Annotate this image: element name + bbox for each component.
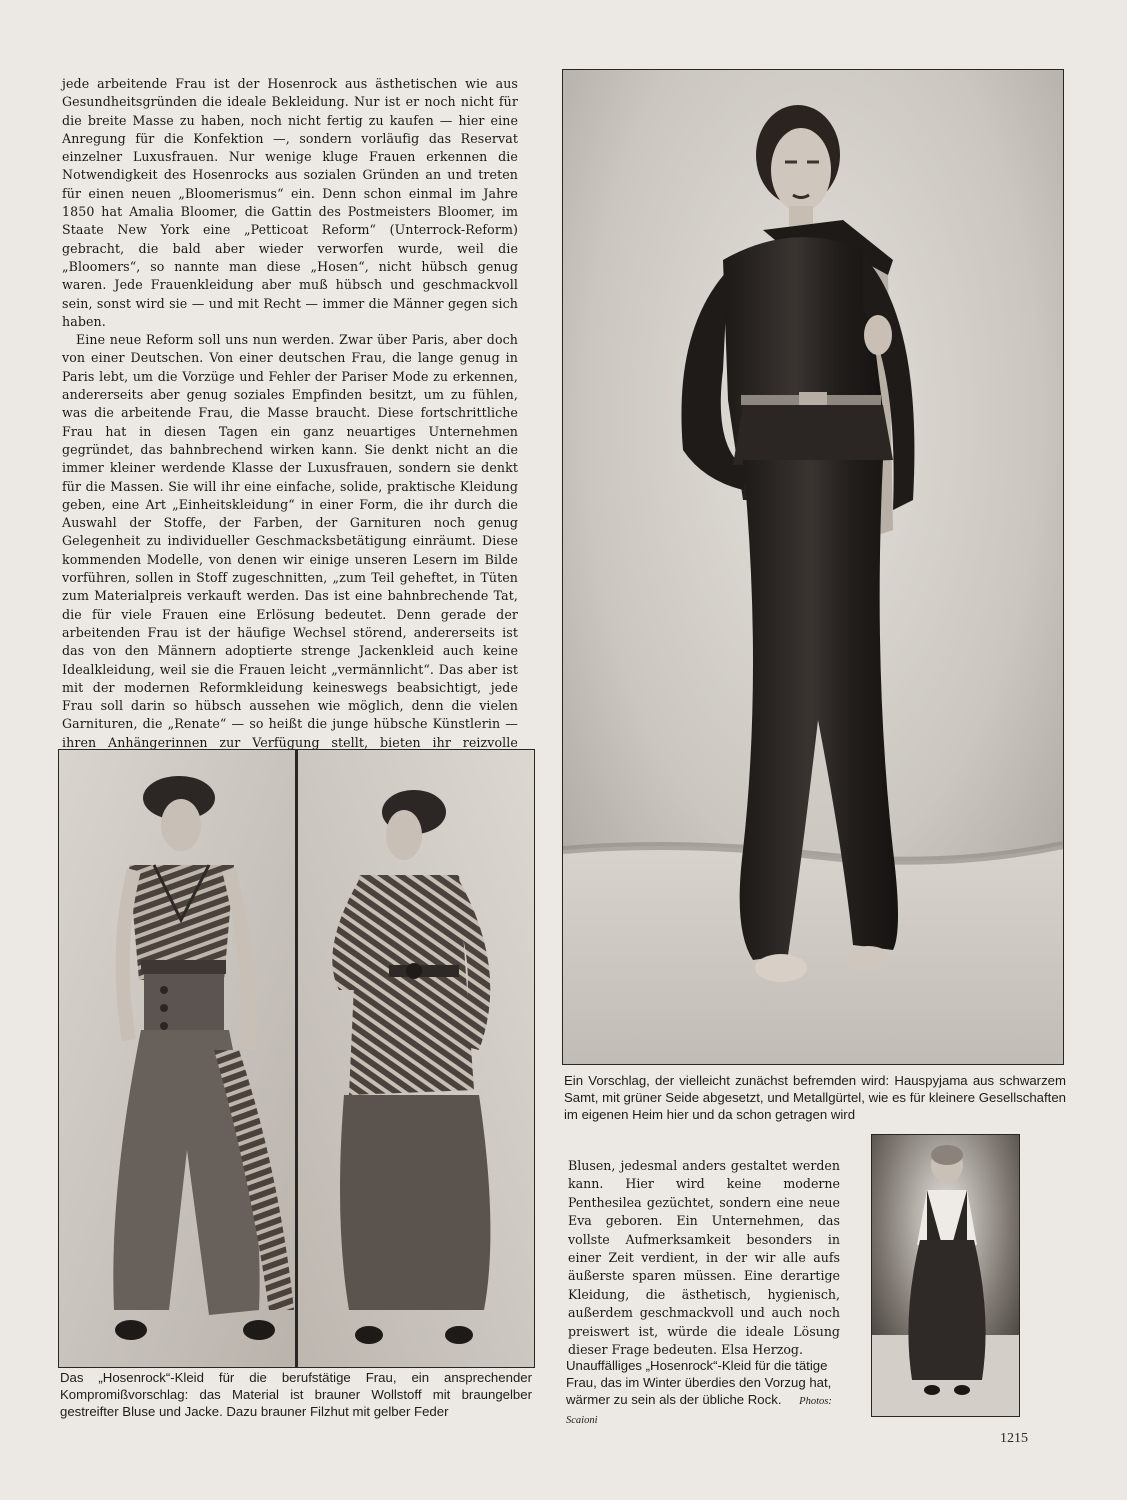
article-paragraph-2: Eine neue Reform soll uns nun werden. Zwar über Paris, aber doch von einer Deutschen. Von einer deutschen Frau, die lange genug in Paris lebt, um die Vorzüge und Fehler der Pariser Mode zu erkennen, andererseits aber genug soziales Empfinden besitzt, um zu fühlen, was die arbeitende Frau, die Masse braucht. Diese fortschrittliche Frau hat in diesen Tagen ein ganz neuartiges Unternehmen gegründet, das bahnbrechend wirken kann. Sie denkt nicht an die immer kleiner werdende Klasse der Luxusfrauen, sondern sie denkt für die Massen. Sie will ihr eine einfache, solide, praktische Kleidung geben, eine Art „Einheitskleidung“ in einer Form, die ihr durch die Auswahl der Stoffe, der Farben, der Garnituren noch genug Gelegenheit zu individueller Geschmacksbetätigung einräumt. Diese kommenden Modelle, von denen wir einige unseren Lesern im Bilde vorführen, sollen in Stoff zugeschnitten, „zum Teil geheftet, in Tüten zum Materialpreis verkauft werden. Das ist eine bahnbrechende Tat, die für viele Frauen eine Erlösung bedeutet. Denn gerade der arbeitenden Frau ist der häufige Wechsel störend, andererseits ist das von den Männern adoptierte strenge Jackenkleid auch keine Idealkleidung, weil sie die Frauen leicht „vermännlicht“. Das aber ist mit der modernen Reformkleidung keineswegs beabsichtigt, jede Frau soll darin so hübsch aussehen wie möglich, denn die vielen Garnituren, die „Renate“ — so heißt die junge hübsche Künstlerin — ihren Anhängerinnen zur Verfügung stellt, bieten ihr reizvolle	[62, 332, 518, 750]
caption-velvet-pyjama: Ein Vorschlag, der vielleicht zunächst befremden wird: Hauspyjama aus schwarzem Samt, mit grüner Seide abgesetzt, und Metallgürtel, wie es für kleinere Gesellschaften im eigenen Heim hier und da schon getragen wird	[564, 1073, 1066, 1122]
caption-small-text: Unauffälliges „Hosenrock“-Kleid für die tätige Frau, das im Winter überdies den Vorzug hat, wärmer zu sein als der übliche Rock.	[566, 1358, 832, 1407]
article-continuation	[568, 1157, 840, 1359]
page-number: 1215	[1000, 1431, 1028, 1446]
article-continuation-text: Blusen, jedesmal anders gestaltet werden kann. Hier wird keine moderne Penthesilea gezüchtet, sondern eine neue Eva geboren. Ein Unternehmen, das vollste Aufmerksamkeit besonders in einer Zeit verdient, in der wir alle aufs äußerste sparen müssen. Eine derartige Kleidung, die ästhetisch, hygienisch, außerdem geschmackvoll und auch noch preiswert ist, würde die ideale Lösung dieser Frage bedeuten.	[568, 1158, 840, 1358]
photo-hosenrock-dress	[58, 749, 535, 1368]
photo-credit: Photos: Scaioni	[566, 1396, 832, 1426]
caption-hosenrock-dress: Das „Hosenrock“-Kleid für die berufstätige Frau, ein ansprechender Kompromißvorschlag: das Material ist brauner Wollstoff mit braungelber gestreifter Bluse und Jacke. Dazu brauner Filzhut mit gelber Feder	[60, 1370, 532, 1419]
article-author: Elsa Herzog.	[721, 1342, 803, 1358]
photo-small-hosenrock	[871, 1134, 1020, 1417]
article-main-column	[62, 75, 518, 825]
photo-velvet-pyjama-image	[563, 70, 1063, 1064]
photo-hosenrock-dress-image	[59, 750, 534, 1367]
photo-velvet-pyjama	[562, 69, 1064, 1065]
photo-small-hosenrock-image	[872, 1135, 1019, 1416]
caption-small-hosenrock	[566, 1357, 846, 1429]
article-paragraph-1: jede arbeitende Frau ist der Hosenrock aus ästhetischen wie aus Gesundheitsgründen die ideale Bekleidung. Nur ist er noch nicht für die breite Masse zu haben, noch nicht fertig zu kaufen — hier eine Anregung für die Konfektion —, sondern vorläufig das Reservat einzelner Luxusfrauen. Nur wenige kluge Frauen erkennen die Notwendigkeit des Hosenrocks aus sozialen Gründen an und treten für einen neuen „Bloomerismus“ ein. Denn schon einmal im Jahre 1850 hat Amalia Bloomer, die Gattin des Postmeisters Bloomer, im Staate New York eine „Petticoat Reform“ (Unterrock-Reform) gebracht, die bald aber wieder verworfen wurde, weil die „Bloomers“, so nannte man diese „Hosen“, nicht hübsch genug waren. Jede Frauenkleidung aber muß hübsch und geschmackvoll sein, sonst wird sie — und mit Recht — immer die Männer gegen sich haben.	[62, 76, 518, 329]
